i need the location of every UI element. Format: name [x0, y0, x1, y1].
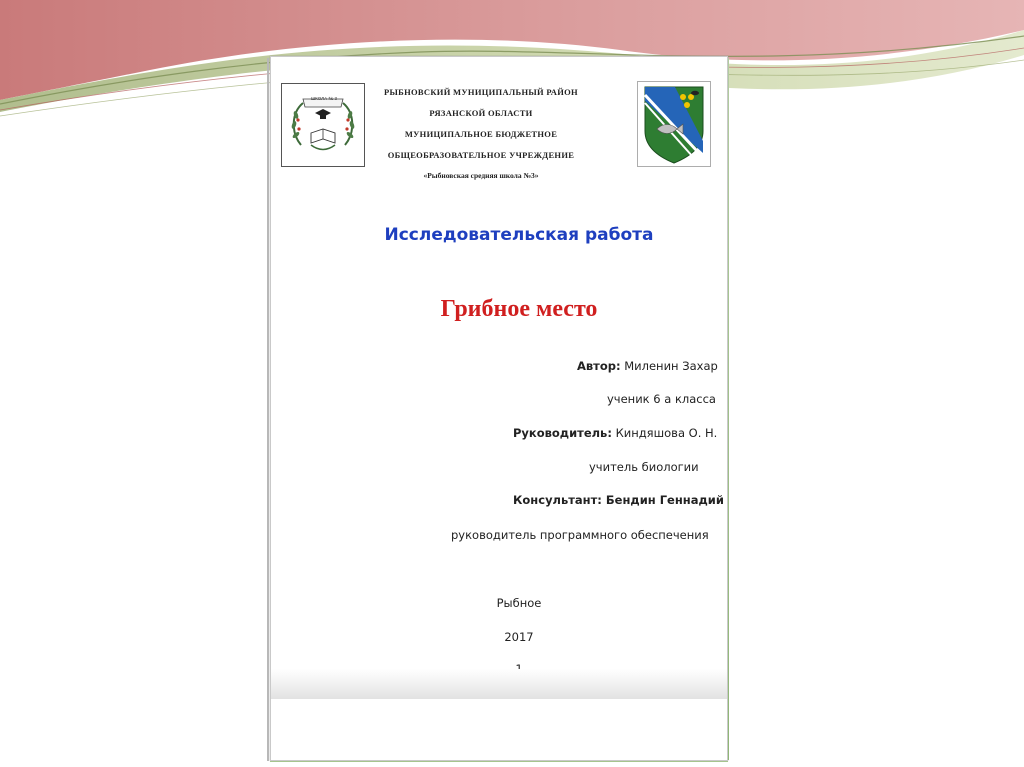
header-line-school-name: «Рыбновская средняя школа №3»	[423, 171, 539, 180]
header-line-district: РЫБНОВСКИЙ МУНИЦИПАЛЬНЫЙ РАЙОН	[384, 87, 578, 97]
document-page	[270, 56, 728, 761]
document-year: 2017	[504, 630, 534, 644]
document-header	[281, 81, 713, 191]
document-place: Рыбное	[496, 596, 542, 610]
supervisor-name: Киндяшова О. Н.	[615, 426, 718, 440]
header-line-institution: ОБЩЕОБРАЗОВАТЕЛЬНОЕ УЧРЕЖДЕНИЕ	[387, 150, 575, 160]
page-frame-left	[267, 58, 269, 761]
supervisor-label: Руководитель:	[513, 426, 612, 440]
header-line-region: РЯЗАНСКОЙ ОБЛАСТИ	[429, 108, 533, 118]
author-grade: ученик 6 а класса	[607, 392, 716, 406]
consultant-role: руководитель программного обеспечения	[451, 528, 709, 542]
supervisor-role: учитель биологии	[589, 460, 699, 474]
document-subtitle: Грибное место	[440, 296, 598, 322]
document-title: Исследовательская работа	[384, 225, 654, 245]
supervisor-line	[513, 426, 717, 440]
consultant-line: Консультант: Бендин Геннадий	[513, 493, 724, 507]
author-line	[577, 359, 718, 373]
emblem-banner-text: ШКОЛА № 3	[311, 96, 337, 101]
coat-of-arms-icon	[637, 81, 711, 167]
header-line-municipal: МУНИЦИПАЛЬНОЕ БЮДЖЕТНОЕ	[404, 129, 558, 139]
author-label: Автор:	[577, 359, 621, 373]
author-name: Миленин Захар	[624, 359, 718, 373]
page-footer-shade	[271, 669, 727, 699]
